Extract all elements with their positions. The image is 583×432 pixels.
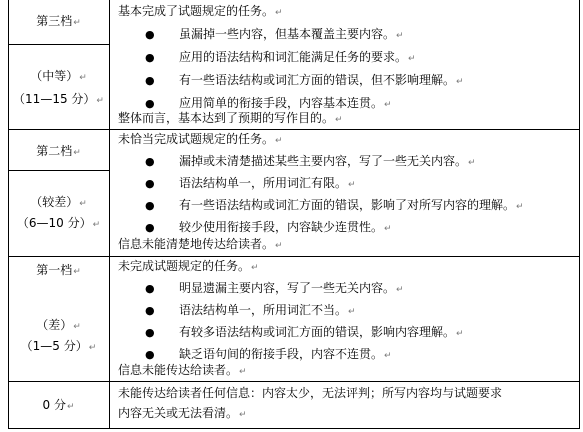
grade-label: 第二档↵ bbox=[36, 144, 81, 158]
criteria-summary: 信息未能清楚地传达给读者。↵ bbox=[118, 237, 283, 251]
bullet-icon: ● bbox=[145, 199, 155, 212]
bullet-icon: ● bbox=[145, 282, 155, 295]
table-border-bottom bbox=[8, 428, 580, 429]
grade-label-divider bbox=[8, 170, 110, 171]
criteria-item: 应用的语法结构和词汇能满足任务的要求。↵ bbox=[179, 50, 416, 64]
criteria-summary: 整体而言，基本达到了预期的写作目的。↵ bbox=[118, 111, 343, 125]
grade-range: （11—15 分）↵ bbox=[13, 92, 104, 106]
criteria-lead: 未能传达给读者任何信息：内容太少，无法评判；所写内容均与试题要求 bbox=[118, 386, 503, 400]
bullet-icon: ● bbox=[145, 304, 155, 317]
criteria-item: 语法结构单一，所用词汇有限。↵ bbox=[179, 176, 356, 190]
grade-label-divider bbox=[8, 44, 110, 45]
criteria-lead: 基本完成了试题规定的任务。↵ bbox=[118, 4, 283, 18]
bullet-icon: ● bbox=[145, 51, 155, 64]
grade-level: （中等）↵ bbox=[30, 69, 87, 83]
criteria-item: 虽漏掉一些内容，但基本覆盖主要内容。↵ bbox=[179, 27, 404, 41]
table-column-divider bbox=[109, 0, 110, 429]
bullet-icon: ● bbox=[145, 74, 155, 87]
criteria-item: 有一些语法结构或词汇方面的错误，影响了对所写内容的理解。↵ bbox=[179, 198, 524, 212]
criteria-summary: 信息未能传达给读者。↵ bbox=[118, 363, 247, 377]
criteria-item: 语法结构单一，所用词汇不当。↵ bbox=[179, 303, 356, 317]
row-divider bbox=[8, 129, 580, 130]
bullet-icon: ● bbox=[145, 155, 155, 168]
criteria-item: 有较多语法结构或词汇方面的错误，影响内容理解。↵ bbox=[179, 325, 464, 339]
table-border-left bbox=[8, 0, 9, 429]
table-border-right bbox=[579, 0, 580, 429]
bullet-icon: ● bbox=[145, 177, 155, 190]
criteria-lead: 未完成试题规定的任务。↵ bbox=[118, 259, 259, 273]
grade-level: （较差）↵ bbox=[30, 195, 87, 209]
grade-label: 第三档↵ bbox=[36, 14, 81, 28]
scoring-rubric-table bbox=[8, 0, 580, 429]
grade-range: （6—10 分）↵ bbox=[16, 216, 101, 230]
bullet-icon: ● bbox=[145, 28, 155, 41]
grade-range: （1—5 分）↵ bbox=[20, 339, 97, 353]
row-divider bbox=[8, 256, 580, 257]
row-divider bbox=[8, 381, 580, 382]
criteria-item: 有一些语法结构或词汇方面的错误，但不影响理解。↵ bbox=[179, 73, 464, 87]
bullet-icon: ● bbox=[145, 326, 155, 339]
bullet-icon: ● bbox=[145, 221, 155, 234]
bullet-icon: ● bbox=[145, 97, 155, 110]
criteria-lead: 未恰当完成试题规定的任务。↵ bbox=[118, 132, 283, 146]
criteria-item: 明显遗漏主要内容，写了一些无关内容。↵ bbox=[179, 281, 404, 295]
criteria-item: 漏掉或未清楚描述某些主要内容，写了一些无关内容。↵ bbox=[179, 154, 476, 168]
criteria-lead-continued: 内容无关或无法看清。↵ bbox=[118, 406, 247, 420]
grade-label: 第一档↵ bbox=[36, 263, 81, 277]
criteria-item: 应用简单的衔接手段，内容基本连贯。↵ bbox=[179, 96, 392, 110]
grade-label: 0 分↵ bbox=[42, 398, 75, 412]
criteria-item: 较少使用衔接手段，内容缺少连贯性。↵ bbox=[179, 220, 392, 234]
grade-level: （差）↵ bbox=[36, 318, 81, 332]
bullet-icon: ● bbox=[145, 348, 155, 361]
criteria-item: 缺乏语句间的衔接手段，内容不连贯。↵ bbox=[179, 347, 392, 361]
